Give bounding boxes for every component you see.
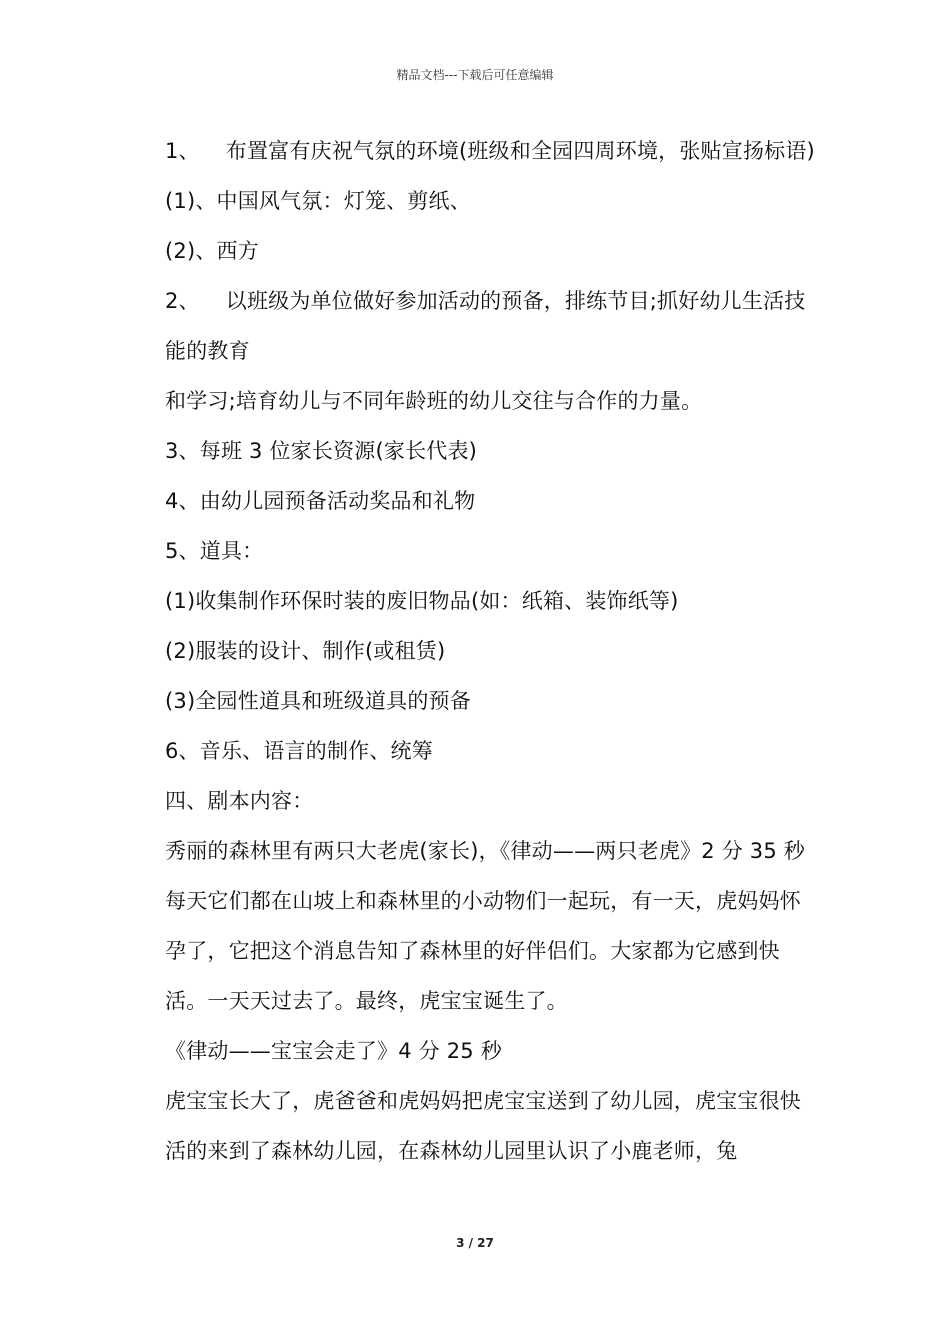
paragraph-7: 4、由幼儿园预备活动奖品和礼物: [165, 489, 476, 513]
paragraph-11: (3)全园性道具和班级道具的预备: [165, 689, 471, 713]
page-header: 精品文档---下载后可任意编辑: [396, 68, 554, 82]
paragraph-1: [145, 126, 817, 176]
paragraph-9: (1)收集制作环保时装的废旧物品(如：纸箱、装饰纸等): [165, 589, 679, 613]
paragraph-text: 布置富有庆祝气氛的环境(班级和全园四周环境，张贴宣扬标语): [225, 139, 815, 163]
paragraph-5: 和学习;培育幼儿与不同年龄班的幼儿交往与合作的力量。: [165, 389, 703, 413]
paragraph-6: 3、每班 3 位家长资源(家长代表): [165, 439, 478, 463]
paragraph-15: 《律动——宝宝会走了》4 分 25 秒: [165, 1039, 502, 1063]
page-number: 3 / 27: [456, 1236, 494, 1250]
paragraph-14: 秀丽的森林里有两只大老虎(家长)，《律动——两只老虎》2 分 35 秒每天它们都在山坡上和森林里的小动物们一起玩，有一天，虎妈妈怀孕了，它把这个消息告知了森林里的好伴侣们。大家都为它感到快活。一天天过去了。最终，虎宝宝诞生了。: [165, 839, 805, 1013]
paragraph-2: (1)、中国风气氛：灯笼、剪纸、: [165, 189, 471, 213]
paragraph-4: [145, 276, 817, 376]
paragraph-3: (2)、西方: [165, 239, 259, 263]
paragraph-16: 虎宝宝长大了，虎爸爸和虎妈妈把虎宝宝送到了幼儿园，虎宝宝很快活的来到了森林幼儿园，在森林幼儿园里认识了小鹿老师，兔: [165, 1089, 801, 1163]
section-heading: 四、剧本内容：: [165, 789, 314, 813]
paragraph-12: 6、音乐、语言的制作、统筹: [165, 739, 433, 763]
paragraph-text: 以班级为单位做好参加活动的预备，排练节目;抓好幼儿生活技能的教育: [165, 289, 806, 363]
list-number: 1、: [165, 139, 200, 163]
paragraph-8: 5、道具：: [165, 539, 264, 563]
document-body: [145, 126, 817, 1176]
paragraph-10: (2)服装的设计、制作(或租赁): [165, 639, 446, 663]
list-number: 2、: [165, 289, 200, 313]
